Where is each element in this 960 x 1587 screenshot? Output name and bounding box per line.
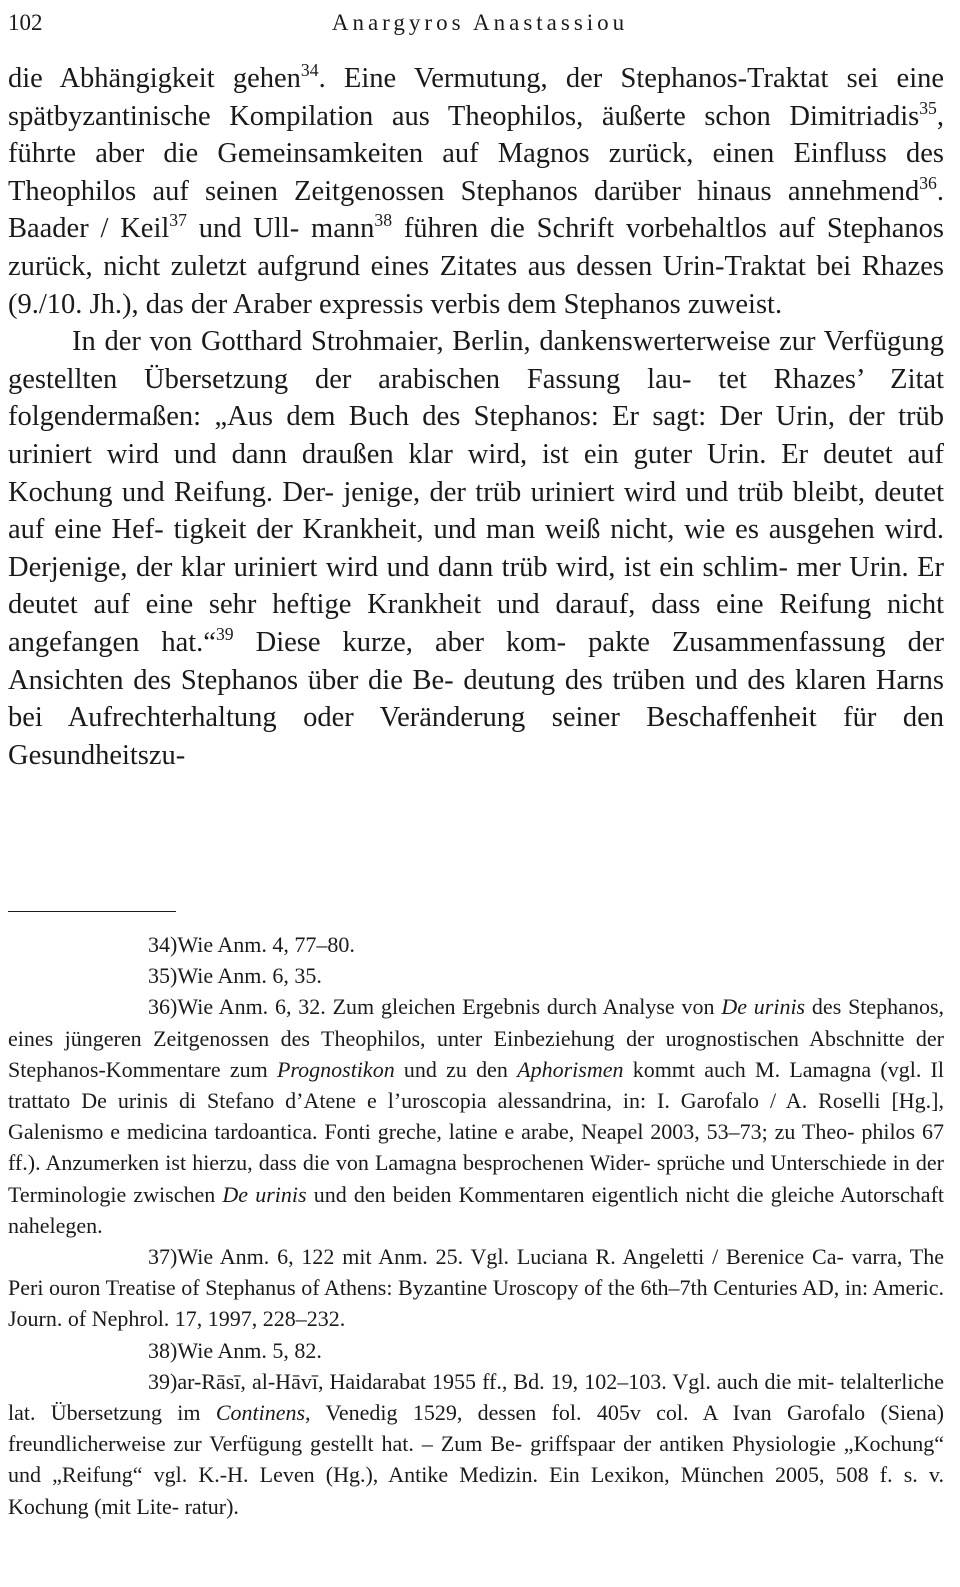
footnote-39 [8, 1366, 944, 1522]
footnote-number: 37) [148, 1244, 178, 1270]
footnote-number: 36) [148, 994, 178, 1020]
footnote-text: Wie Anm. 4, 77–80. [177, 932, 355, 957]
footnote-text: sprüche und Unterschiede in der Terminologie zwischen [8, 1150, 944, 1207]
footnote-text: , Venedig 1529, dessen fol. 405v col. A Ivan Garofalo (Siena) freundlicherweise zur Verfügung gestellt hat. – Zum Be- [8, 1400, 944, 1457]
footnote-ref-39: 39 [215, 623, 234, 644]
footnote-35 [8, 960, 944, 991]
footnote-ref-34: 34 [300, 60, 319, 81]
footnote-text: varra, The Peri ouron Treatise of Stephanus of Athens: Byzantine Uroscopy of the 6th–7th Centuries AD, in: Americ. Journ. of Nephrol. 17, 1997, 228–232. [8, 1244, 945, 1332]
footnote-34 [8, 929, 944, 960]
text-run: die Abhängigkeit gehen [8, 63, 301, 94]
footnote-text: griffspaar der antiken Physiologie „Kochung“ und „Reifung“ vgl. K.-H. Leven (Hg.), Antike Medizin. Ein Lexikon, München 2005, 508 f. s. v. Kochung (mit Lite- [8, 1431, 944, 1519]
text-run: , führte aber die Gemeinsamkeiten auf Magnos zurück, einen Einfluss des Theophilos auf seinen Zeitgenossen Stephanos darüber hinaus annehmend [8, 100, 944, 207]
text-run: tet Rhazes’ Zitat folgendermaßen: „Aus dem Buch des Stephanos: Er sagt: Der Urin, der trüb uriniert wird und dann draußen klar wird, ist ein guter Urin. Er deutet auf Kochung und Reifung. Der- [8, 363, 944, 508]
text-run: deutung des trüben und des klaren Harns bei Aufrechterhaltung oder Veränderung seiner Beschaffenheit für den Gesundheitszu- [8, 664, 944, 771]
footnote-text: und den beiden Kommentaren eigentlich nicht die gleiche Autorschaft nahelegen. [8, 1181, 945, 1238]
footnote-text: Wie Anm. 6, 122 mit Anm. 25. Vgl. Luciana R. Angeletti / Berenice Ca- [177, 1244, 844, 1270]
footnote-text: kommt auch M. Lamagna (vgl. Il trattato De urinis di Stefano d’Atene e l’uroscopia alessandrina, in: I. Garofalo / A. Roselli [Hg.], Galenismo e medicina tardoantica. Fonti greche, latine e arabe, Neapel 2003, 53–73; zu Theo- [8, 1056, 944, 1145]
italic-title: De urinis [721, 994, 806, 1020]
text-run: führen die Schrift vorbehaltlos auf Stephanos zurück, nicht zuletzt aufgrund eines Zitates aus dessen Urin-Traktat bei Rhazes (9./10. Jh.), das der Araber expressis verbis dem Stephanos zuweist. [8, 213, 945, 320]
text-run: tigkeit der Krankheit, und man weiß nicht, wie es ausgehen wird. Derjenige, der klar uriniert wird und dann trüb wird, ist ein schlim- [8, 514, 945, 583]
text-run: In der von Gotthard Strohmaier, Berlin, dankenswerterweise zur Verfügung gestellten Übersetzung der arabischen Fassung lau- [8, 326, 944, 395]
footnote-number: 39) [148, 1368, 178, 1394]
main-text [8, 60, 944, 774]
footnote-text: ratur). [184, 1493, 239, 1519]
footnote-38 [8, 1335, 944, 1366]
footnote-36 [8, 991, 944, 1241]
text-run: mer Urin. Er deutet auf eine sehr heftige Krankheit und darauf, dass eine Reifung nicht angefangen hat.“ [8, 551, 945, 658]
footnote-number: 35) [148, 963, 178, 989]
text-run: und Ull- [186, 213, 300, 245]
italic-title: Continens [215, 1400, 306, 1426]
text-run: Diese kurze, aber kom- [233, 626, 567, 658]
footnote-text: des Stephanos, eines jüngeren Zeitgenossen des Theophilos, unter Einbeziehung der urognostischen Abschnitte der Stephanos-Kommentare zum [8, 994, 945, 1082]
footnote-text: ar-Rāsī, al-Hāvī, Haidarabat 1955 ff., Bd. 19, 102–103. Vgl. auch die mit- [177, 1368, 835, 1394]
text-run: . Baader / Keil [8, 175, 944, 245]
text-run: jenige, der trüb uriniert wird und trüb bleibt, deutet auf eine Hef- [8, 476, 944, 546]
running-title: Anargyros Anastassiou [331, 10, 629, 35]
text-run: pakte Zusammenfassung der Ansichten des Stephanos über die Be- [8, 626, 945, 696]
italic-title: Prognostikon [276, 1056, 395, 1082]
footnote-text: Wie Anm. 5, 82. [177, 1337, 322, 1363]
footnote-text: Wie Anm. 6, 32. Zum gleichen Ergebnis durch Analyse von [177, 994, 722, 1020]
footnote-text: telalterliche lat. Übersetzung im [8, 1368, 945, 1426]
footnote-number: 38) [148, 1337, 178, 1363]
text-run: mann [311, 213, 375, 245]
footnote-text: Wie Anm. 6, 35. [177, 963, 322, 989]
footnote-ref-37: 37 [169, 210, 187, 231]
footnote-separator [8, 911, 176, 912]
footnote-text: philos 67 ff.). Anzumerken ist hierzu, dass die von Lamagna besprochenen Wider- [8, 1119, 944, 1176]
page-number: 102 [8, 10, 43, 35]
footnote-ref-36: 36 [919, 172, 937, 193]
footnotes [8, 929, 944, 1522]
footnote-number: 34) [148, 932, 178, 957]
footnote-37 [8, 1241, 944, 1335]
paragraph-2 [8, 323, 944, 774]
italic-title: De urinis [222, 1181, 307, 1207]
footnote-ref-38: 38 [374, 210, 393, 231]
text-run: . Eine Vermutung, der Stephanos-Traktat sei eine spätbyzantinische Kompilation aus Theophilos, äußerte schon Dimitriadis [8, 63, 945, 132]
footnote-text: und zu den [394, 1056, 518, 1082]
footnote-ref-35: 35 [919, 97, 937, 118]
paragraph-1 [8, 60, 944, 323]
italic-title: Aphorismen [517, 1056, 624, 1082]
running-head [8, 6, 952, 40]
